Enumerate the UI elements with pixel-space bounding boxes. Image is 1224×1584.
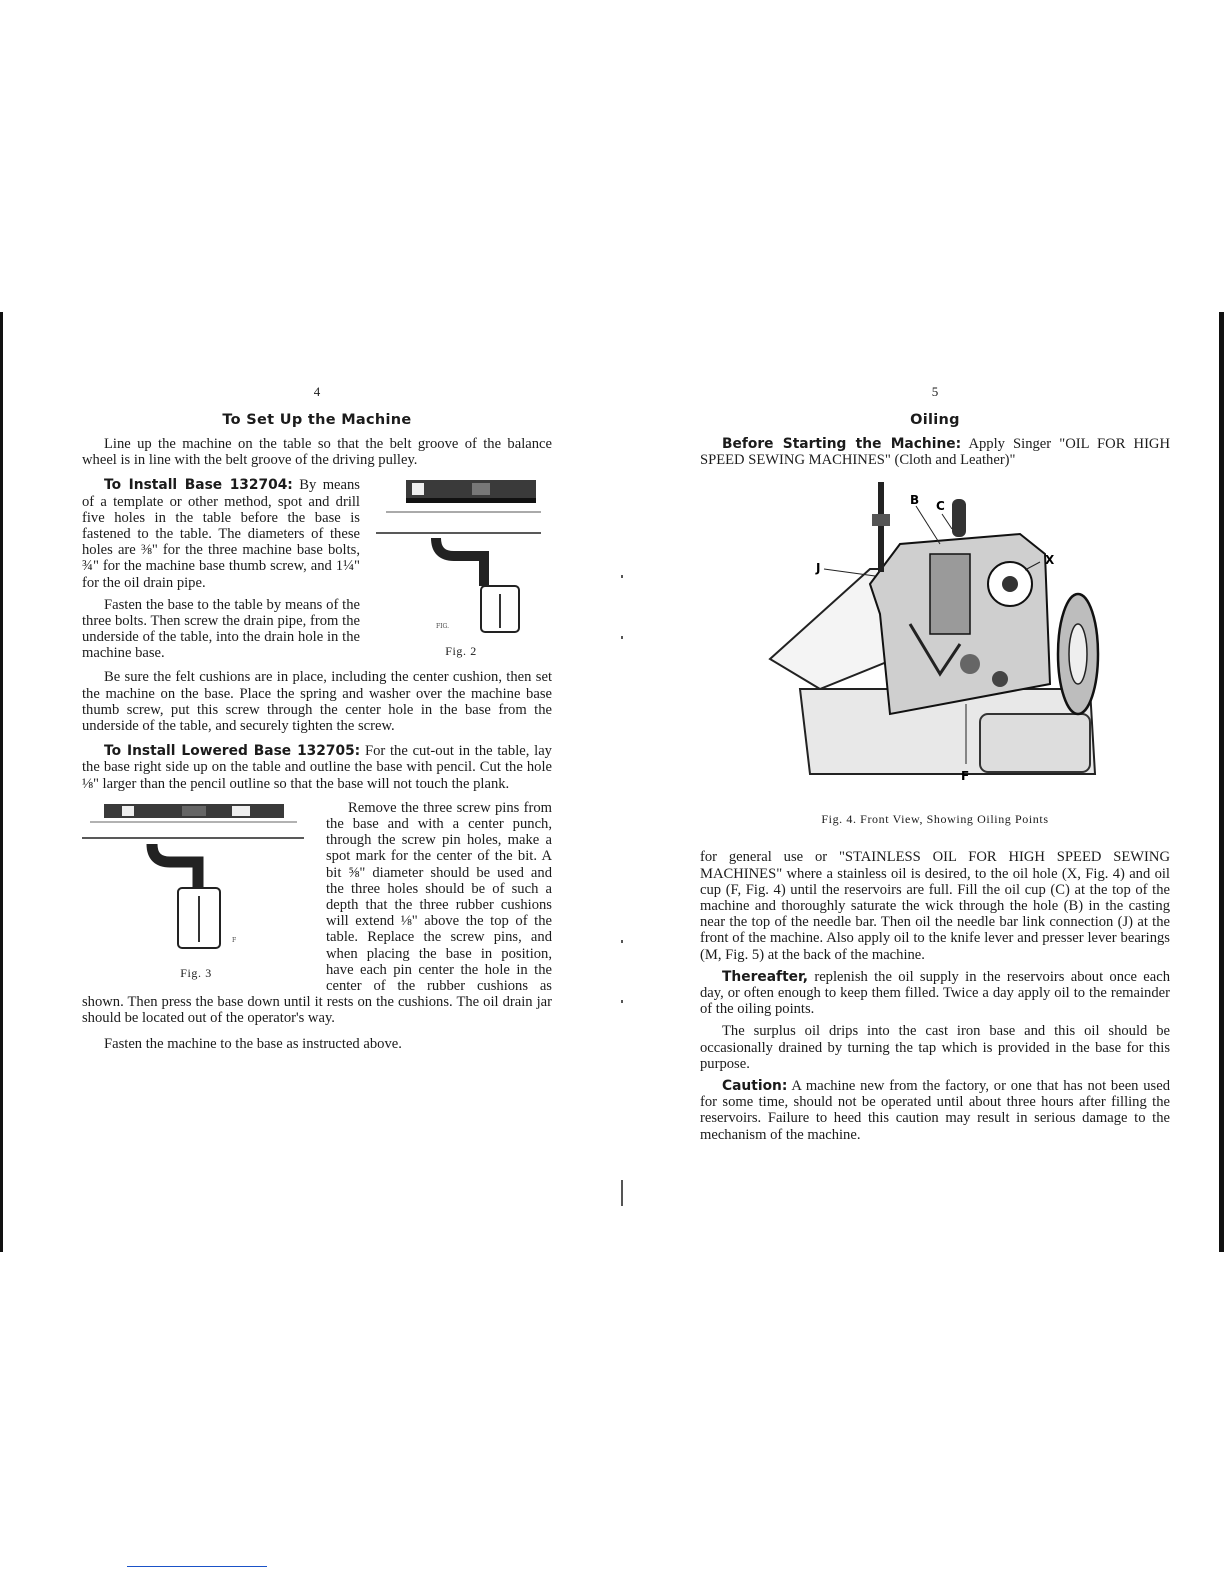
spine-mark: [621, 1180, 623, 1206]
intro-paragraph: Line up the machine on the table so that the belt groove of the balance wheel is in line with the belt groove of the driving pulley.: [82, 436, 552, 469]
left-page: [82, 384, 552, 1052]
figure-caption: Fig. 2: [445, 644, 477, 659]
paragraph-text: replenish the oil supply in the reservoirs about once each day, or often enough to keep them filled. Twice a day apply oil to the remainder of the oiling points.: [700, 968, 1170, 1018]
spine-mark: [621, 636, 623, 639]
svg-text:FIG.: FIG.: [436, 623, 450, 631]
fasten-base-paragraph: Fasten the base to the table by means of the three bolts. Then screw the drain pipe, from the underside of the table, into the drain hole in the machine base.: [82, 596, 360, 662]
figure-caption: Fig. 3: [180, 965, 212, 980]
right-page: [700, 384, 1170, 1143]
run-in-heading: Before Starting the Machine:: [722, 436, 962, 452]
fig4-machine-front-view: [700, 474, 1170, 804]
figure-4: [700, 474, 1170, 804]
label-b: B: [910, 493, 920, 508]
lowered-base-paragraph: [82, 743, 552, 792]
paragraph-text: A machine new from the factory, or one that has not been used for some time, should not be operated until about three hours after filling the reservoirs. Failure to heed this caution may result in serious damage to the mechanism of the machine.: [700, 1078, 1170, 1143]
paragraph-text: For the cut-out in the table, lay the base right side up on the table and outline the base with pencil. Cut the hole ⅛" larger than the pencil outline so that the base will not touch the plank.: [82, 743, 552, 792]
figure-caption: Fig. 4. Front View, Showing Oiling Points: [821, 812, 1049, 827]
surplus-oil-paragraph: The surplus oil drips into the cast iron base and this oil should be occasionally drained by turning the tap which is provided in the base for this purpose.: [700, 1023, 1170, 1072]
page-number: 5: [931, 384, 939, 399]
paragraph-text: Apply Singer "OIL FOR HIGH SPEED SEWING MACHINES" (Cloth and Leather)": [700, 436, 1171, 469]
svg-text:F: F: [232, 936, 237, 944]
figure-3: [82, 800, 310, 981]
page-number: 4: [313, 384, 321, 399]
spine-mark: [621, 1000, 623, 1003]
fig2-base-drain-illustration: [376, 478, 546, 638]
figure-2: [376, 478, 546, 659]
paragraph-text: By means of a template or other method, spot and drill five holes in the table before the base is fastened to the table. The diameters of these holes are ⅜" for the three machine base bolts, ¾" for the machine base thumb screw, and 1¼" for the oil drain pipe.: [82, 477, 360, 591]
spine-mark: [621, 575, 623, 578]
felt-cushions-paragraph: Be sure the felt cushions are in place, including the center cushion, then set the machine on the base. Place the spring and washer over the machine base thumb screw, put this screw through the center hole in the base from the underside of the table, and securely tighten the screw.: [82, 669, 552, 735]
run-in-heading: To Install Base 132704:: [104, 477, 293, 494]
remove-pins-paragraph: Remove the three screw pins from the base and with a center punch, through the screw pin holes, make a spot mark for the center of the bit. A bit ⅝" diameter should be used and the three holes should be of such a depth that the three rubber cushions will extend ⅛" above the top of the table. Replace the screw pins, and when placing the base in position, have each pin center the hole in the center of the rubber cushions as shown. Then press the base down until it rests on the cushions. The oil drain jar should be located out of the operator's way.: [82, 799, 552, 1027]
thereafter-paragraph: [700, 969, 1170, 1018]
page-edge-left: [0, 312, 3, 1252]
label-x: X: [1045, 553, 1055, 568]
section-title: Oiling: [910, 412, 960, 428]
run-in-heading: Thereafter,: [722, 968, 809, 985]
label-c: C: [936, 499, 945, 514]
run-in-heading: To Install Lowered Base 132705:: [104, 743, 361, 760]
label-j: J: [816, 561, 821, 576]
before-starting-paragraph: [700, 436, 1170, 468]
spine-mark: [621, 940, 623, 943]
oil-instructions-paragraph: for general use or "STAINLESS OIL FOR HIGH SPEED SEWING MACHINES" where a stainless oil is desired, to the oil hole (X, Fig. 4) and oil cup (F, Fig. 4) until the reservoirs are full. Fill the oil cup (C) at the top of the machine and thoroughly saturate the wick through the hole (B) in the casting near the top of the needle bar. Then oil the needle bar link connection (J) at the front of the machine. Also apply oil to the knife lever and presser lever bearings (M, Fig. 5) at the back of the machine.: [700, 849, 1170, 963]
page-edge-right: [1219, 312, 1224, 1252]
caution-paragraph: [700, 1078, 1170, 1143]
run-in-heading: Caution:: [722, 1078, 788, 1095]
section-title: To Set Up the Machine: [222, 412, 412, 428]
fig3-lowered-base-illustration: [82, 800, 310, 960]
label-f: F: [961, 769, 970, 784]
final-paragraph: Fasten the machine to the base as instructed above.: [104, 1035, 402, 1052]
bottom-link-underline[interactable]: [127, 1566, 267, 1567]
